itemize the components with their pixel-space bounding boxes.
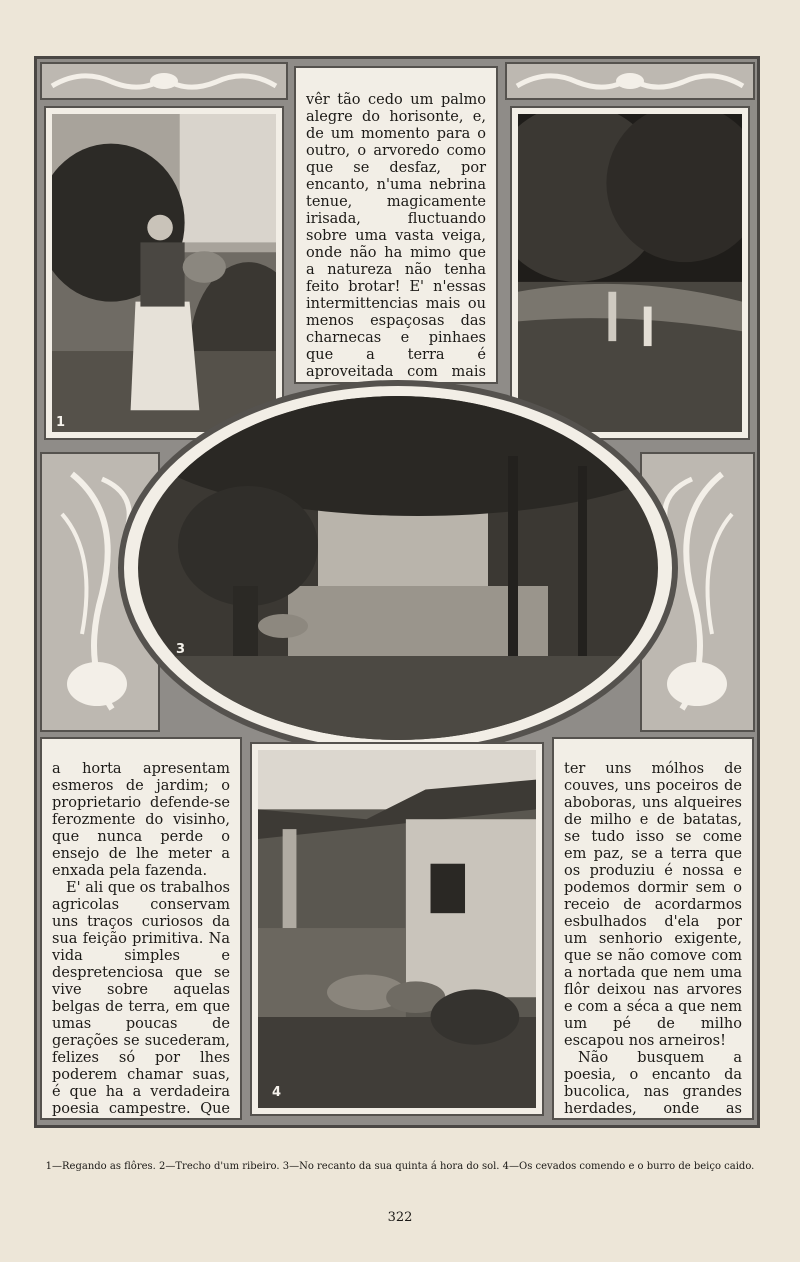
ornament-scroll-icon (42, 64, 286, 98)
text-column-bottom-right (552, 737, 754, 1120)
text-column-top (294, 66, 498, 384)
photo-1-watering-flowers (44, 106, 284, 440)
paragraph: ter uns mólhos de couves, uns poceiros de aboboras, uns alqueires de milho e de batatas, se tudo isso se come em paz, se a terra que os produziu é nossa e podemos dormir sem o receio de acordarmos esbulhados d'ela por um senhorio exigente, que se não comove com a nortada que nem uma flôr deixou nas arvores e com a séca a que nem um pé de milho escapou nos arneiros! (564, 761, 742, 1049)
photo-number: 3 (176, 642, 186, 657)
paragraph: E' ali que os trabalhos agricolas conservam uns traços curiosos da sua feição primitiva. Na vida simples e despretenciosa que se vive sobre aquelas belgas de terra, em que umas poucas de gerações se sucederam, felizes só por lhes poderem chamar suas, é que ha a verdadeira poesia campestre. Que (52, 880, 230, 1117)
paragraph: vêr tão cedo um palmo alegre do horisonte, e, de um momento para o outro, o arvoredo como que se desfaz, por encanto, n'uma nebrina tenue, magicamente irisada, fluctuando sobre uma vasta veiga, onde não ha mimo que a natureza não tenha feito brotar! E' n'essas intermittencias mais ou menos espaçosas das charnecas e pinhaes que a terra é aproveitada com mais (306, 92, 486, 380)
photo-3-sunny-yard (138, 396, 658, 740)
yard-with-dog-image (138, 396, 658, 740)
text-column-bottom-left (40, 737, 242, 1120)
woman-watering-image (52, 114, 276, 432)
photo-number: 4 (272, 1085, 282, 1100)
page-number: 322 (387, 1210, 413, 1225)
stream-image (518, 114, 742, 432)
paragraph: a horta apresentam esmeros de jardim; o proprietario defende-se ferozmente do visinho, que nunca perde o ensejo de lhe meter a enxada pela fazenda. (52, 761, 230, 879)
ornament-top-left (40, 62, 288, 100)
photo-4-pigs-eating (250, 742, 544, 1116)
ornament-scroll-icon (507, 64, 753, 98)
pigs-farmyard-image (258, 750, 536, 1108)
photo-2-stream (510, 106, 750, 440)
figure-caption: 1—Regando as flôres. 2—Trecho d'um ribeiro. 3—No recanto da sua quinta á hora do sol. 4—Os cevados comendo e o burro de beiço caido. (45, 1161, 755, 1172)
paragraph: Não busquem a poesia, o encanto da bucolica, nas grandes herdades, onde as (564, 1050, 742, 1117)
photo-number: 1 (56, 415, 66, 430)
ornament-top-right (505, 62, 755, 100)
